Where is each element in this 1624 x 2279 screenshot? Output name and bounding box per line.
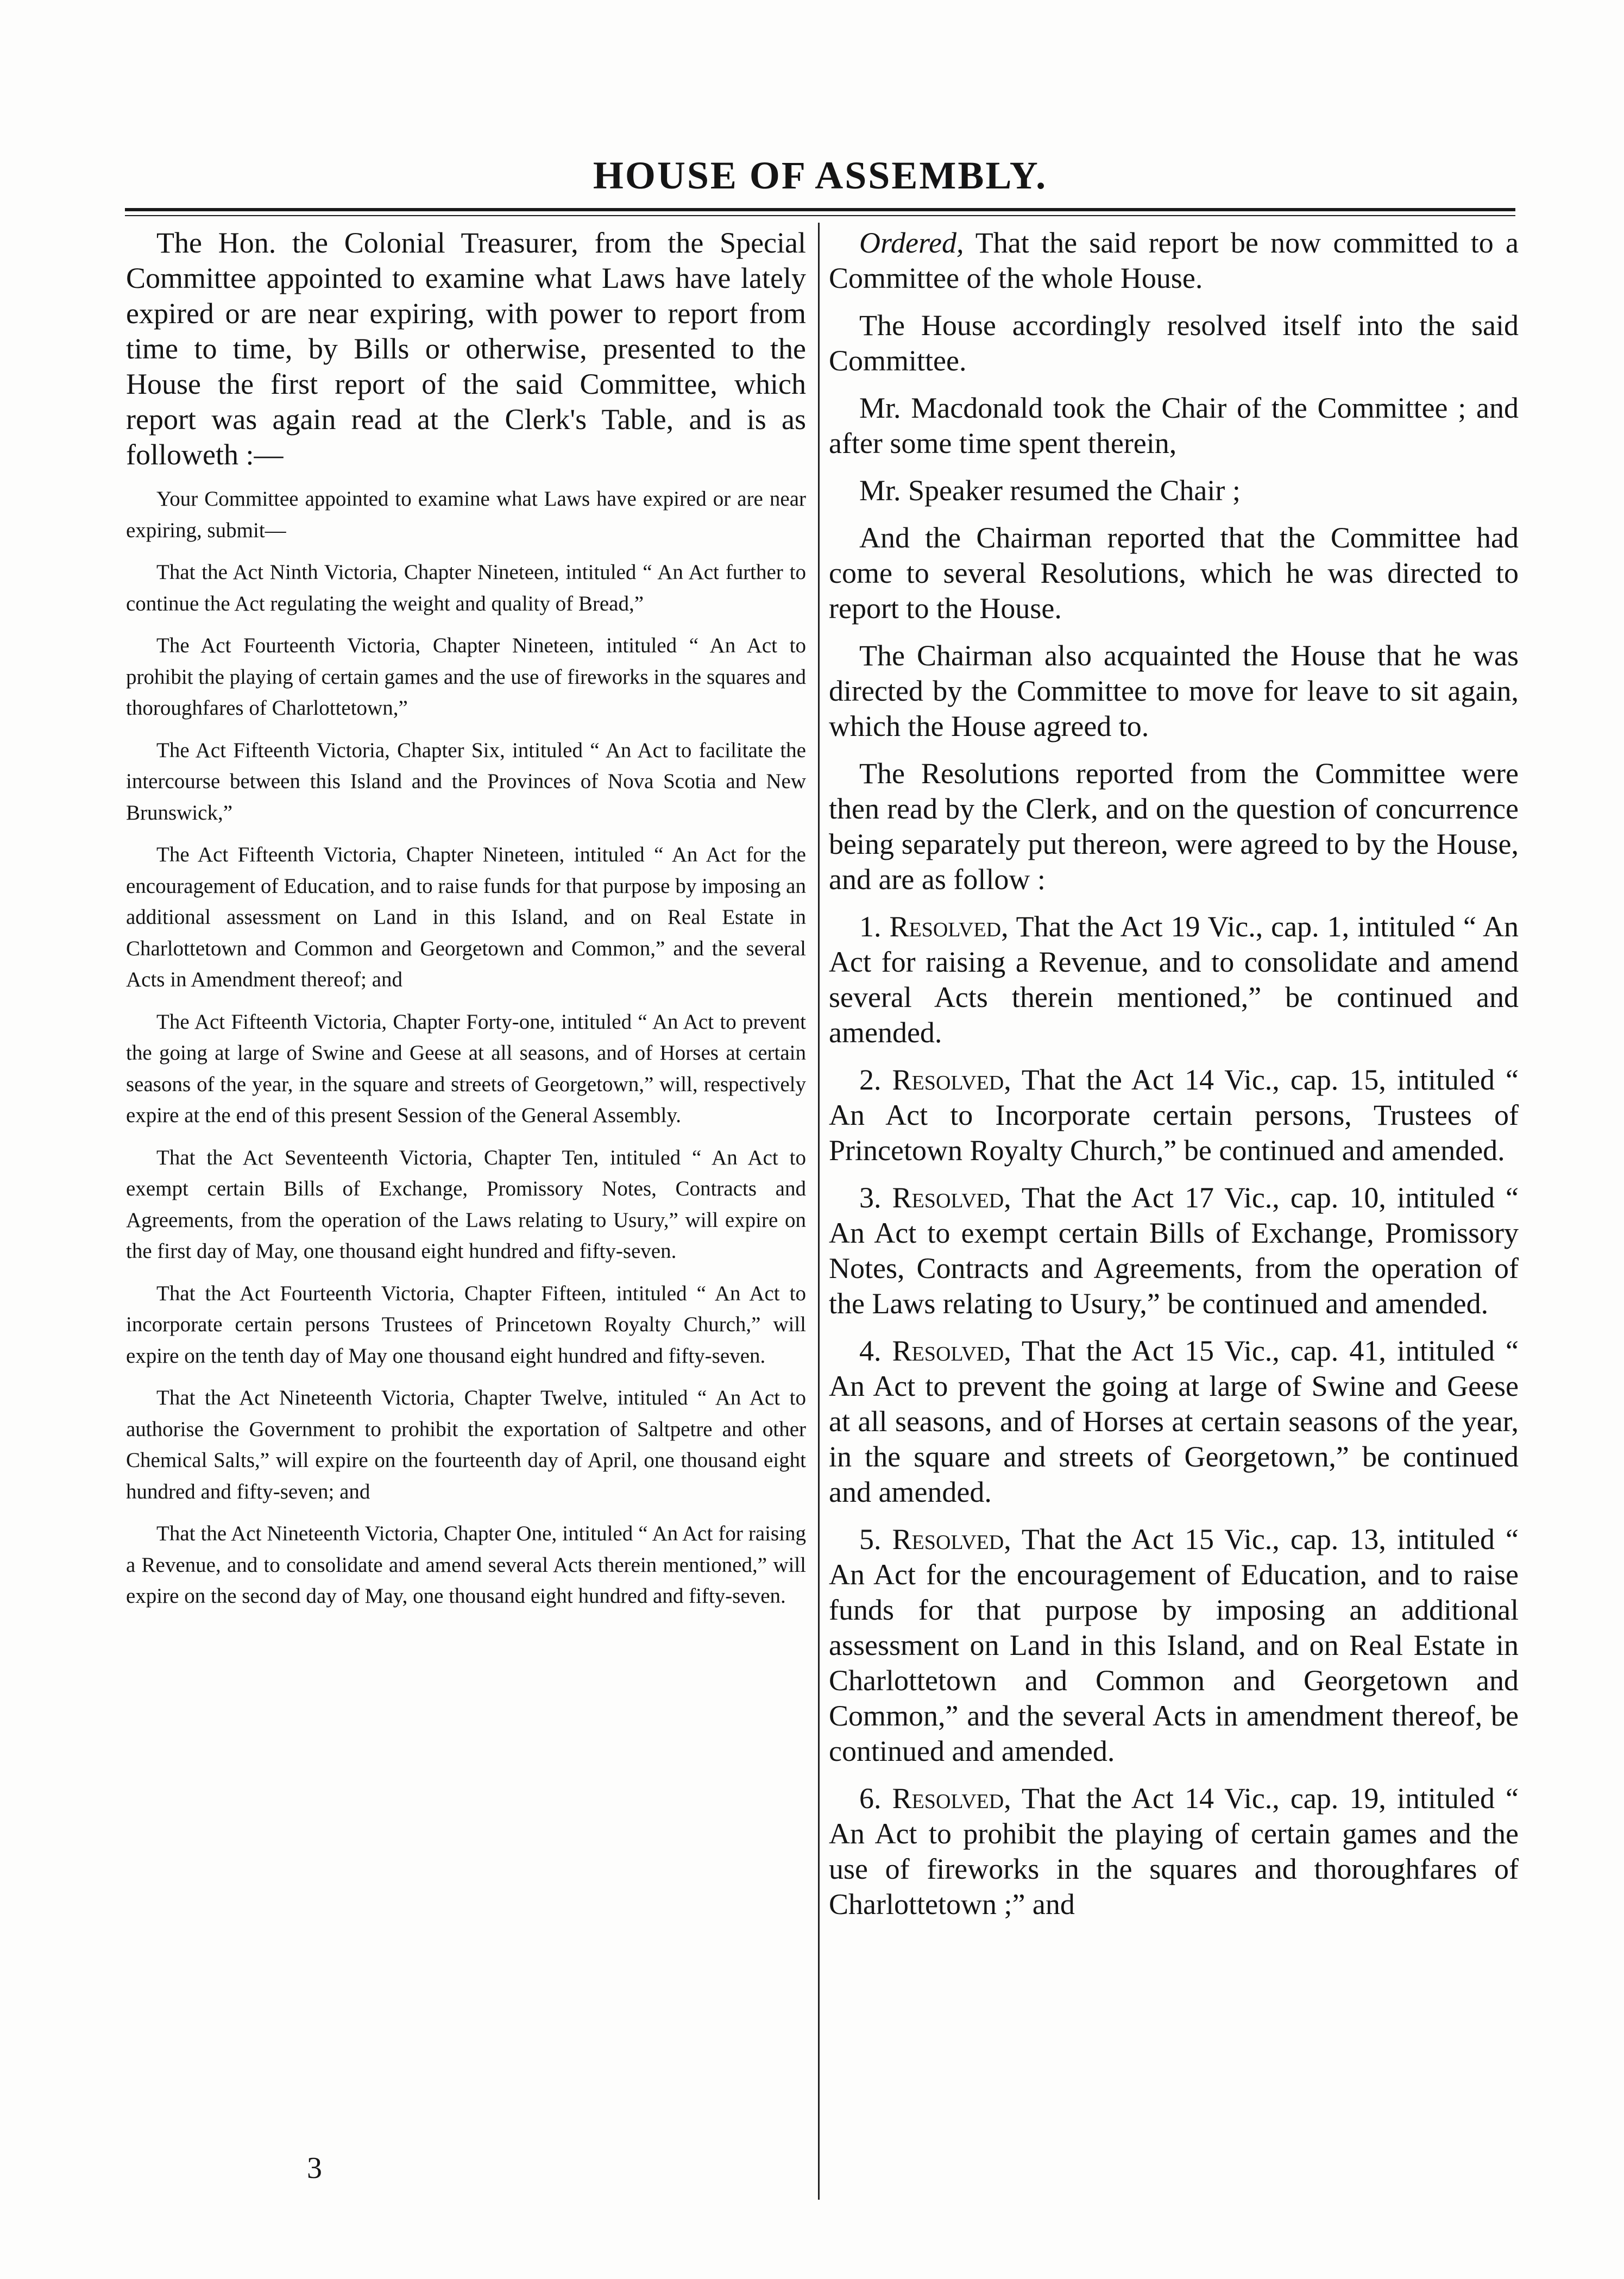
report-paragraph: That the Act Nineteenth Victoria, Chapter Twelve, intituled “ An Act to authorise the Government to prohibit the exportation of Saltpetre and other Chemical Salts,” will expire on the fourteenth day of April, one thousand eight hundred and fifty-seven; and bbox=[126, 1386, 806, 1503]
report-paragraph: The Act Fifteenth Victoria, Chapter Six, intituled “ An Act to facilitate the intercourse between this Island and the Provinces of Nova Scotia and New Brunswick,” bbox=[126, 738, 806, 824]
resolution-item bbox=[829, 1180, 1519, 1321]
page-header: HOUSE OF ASSEMBLY. bbox=[593, 154, 1048, 197]
resolved-word: Resolved bbox=[892, 1782, 1004, 1815]
left-column bbox=[126, 225, 806, 1623]
intro-paragraph: The Hon. the Colonial Treasurer, from the Special Committee appointed to examine what Laws have lately expired or are near expiring, with power to report from time to time, by Bills or otherwise, presented to the House the first report of the said Committee, which report was again read at the Clerk's Table, and is as followeth :— bbox=[126, 226, 806, 471]
resolved-word: Resolved bbox=[892, 1063, 1004, 1096]
resolution-item bbox=[829, 1522, 1519, 1769]
page-number: 3 bbox=[307, 2151, 322, 2185]
proceedings-paragraph: The Chairman also acquainted the House that he was directed by the Committee to move for leave to sit again, which the House agreed to. bbox=[829, 639, 1519, 742]
resolution-text: , That the Act 15 Vic., cap. 41, intituled “ An Act to prevent the going at large of Swine and Geese at all seasons, and of Horses at certain seasons of the year, in the square and streets of Georgetown,” be continued and amended. bbox=[829, 1334, 1519, 1508]
resolution-number: 4. bbox=[859, 1334, 882, 1367]
resolution-number: 2. bbox=[859, 1063, 882, 1096]
proceedings-paragraph: The House accordingly resolved itself into the said Committee. bbox=[829, 309, 1519, 377]
resolution-text: , That the Act 14 Vic., cap. 15, intituled “ An Act to Incorporate certain persons, Trustees of Princetown Royalty Church,” be continued and amended. bbox=[829, 1063, 1519, 1167]
column-divider bbox=[818, 223, 820, 2200]
header-rule-thin bbox=[125, 215, 1515, 216]
resolution-number: 5. bbox=[859, 1523, 882, 1556]
proceedings-paragraph: Mr. Macdonald took the Chair of the Committee ; and after some time spent therein, bbox=[829, 392, 1519, 459]
resolved-word: Resolved bbox=[889, 910, 1002, 943]
resolution-text: , That the Act 19 Vic., cap. 1, intituled “ An Act for raising a Revenue, and to consolidate and amend several Acts therein mentioned,” be continued and amended. bbox=[829, 910, 1519, 1049]
report-paragraph: That the Act Fourteenth Victoria, Chapter Fifteen, intituled “ An Act to incorporate certain persons Trustees of Princetown Royalty Church,” will expire on the tenth day of May one thousand eight hundred and fifty-seven. bbox=[126, 1281, 806, 1368]
resolution-item bbox=[829, 1781, 1519, 1922]
report-paragraph: The Act Fifteenth Victoria, Chapter Nineteen, intituled “ An Act for the encouragement of Education, and to raise funds for that purpose by imposing an additional assessment on Land in this Island, and on Real Estate in Charlottetown and Common and Georgetown and Common,” and the several Acts in Amendment thereof; and bbox=[126, 843, 806, 991]
resolved-word: Resolved bbox=[892, 1334, 1004, 1367]
resolved-word: Resolved bbox=[892, 1181, 1004, 1214]
resolution-item bbox=[829, 1062, 1519, 1168]
report-paragraph: That the Act Ninth Victoria, Chapter Nineteen, intituled “ An Act further to continue the Act regulating the weight and quality of Bread,” bbox=[126, 561, 806, 615]
resolution-number: 6. bbox=[859, 1782, 882, 1815]
proceedings-paragraph: And the Chairman reported that the Committee had come to several Resolutions, which he was directed to report to the House. bbox=[829, 521, 1519, 625]
ordered-word: Ordered, bbox=[859, 226, 964, 259]
right-column bbox=[829, 225, 1519, 1934]
resolution-text: , That the Act 17 Vic., cap. 10, intituled “ An Act to exempt certain Bills of Exchange, Promissory Notes, Contracts and Agreements, from the operation of the Laws relating to Usury,” be continued and amended. bbox=[829, 1181, 1519, 1320]
resolution-number: 3. bbox=[859, 1181, 882, 1214]
resolution-item bbox=[829, 909, 1519, 1050]
report-paragraph: The Act Fifteenth Victoria, Chapter Forty-one, intituled “ An Act to prevent the going at large of Swine and Geese at all seasons, and of Horses at certain seasons of the year, in the square and streets of Georgetown,” will, respectively expire at the end of this present Session of the General Assembly. bbox=[126, 1010, 806, 1127]
header-rule-thick bbox=[125, 208, 1515, 211]
resolved-word: Resolved bbox=[892, 1523, 1004, 1556]
report-paragraph: The Act Fourteenth Victoria, Chapter Nineteen, intituled “ An Act to prohibit the playing of certain games and the use of fireworks in the squares and thoroughfares of Charlottetown,” bbox=[126, 634, 806, 720]
report-paragraph: That the Act Seventeenth Victoria, Chapter Ten, intituled “ An Act to exempt certain Bills of Exchange, Promissory Notes, Contracts and Agreements, from the operation of the Laws relating to Usury,” will expire on the first day of May, one thousand eight hundred and fifty-seven. bbox=[126, 1145, 806, 1263]
proceedings-paragraph: Mr. Speaker resumed the Chair ; bbox=[859, 474, 1241, 507]
report-paragraph: Your Committee appointed to examine what Laws have expired or are near expiring, submit— bbox=[126, 487, 806, 542]
resolution-text: , That the Act 15 Vic., cap. 13, intituled “ An Act for the encouragement of Education, and to raise funds for that purpose by imposing an additional assessment on Land in this Island, and on Real Estate in Charlottetown and Common and Georgetown and Common,” and the several Acts in amendment thereof, be continued and amended. bbox=[829, 1523, 1519, 1767]
resolution-item bbox=[829, 1333, 1519, 1510]
proceedings-paragraph: The Resolutions reported from the Committee were then read by the Clerk, and on the question of concurrence being separately put thereon, were agreed to by the House, and are as follow : bbox=[829, 757, 1519, 896]
resolution-text: , That the Act 14 Vic., cap. 19, intituled “ An Act to prohibit the playing of certain games and the use of fireworks in the squares and thoroughfares of Charlottetown ;” and bbox=[829, 1782, 1519, 1921]
resolution-number: 1. bbox=[859, 910, 882, 943]
ordered-text: That the said report be now committed to a Committee of the whole House. bbox=[829, 226, 1519, 294]
ordered-paragraph bbox=[829, 225, 1519, 296]
report-paragraph: That the Act Nineteenth Victoria, Chapter One, intituled “ An Act for raising a Revenue, and to consolidate and amend several Acts therein mentioned,” will expire on the second day of May, one thousand eight hundred and fifty-seven. bbox=[126, 1522, 806, 1608]
